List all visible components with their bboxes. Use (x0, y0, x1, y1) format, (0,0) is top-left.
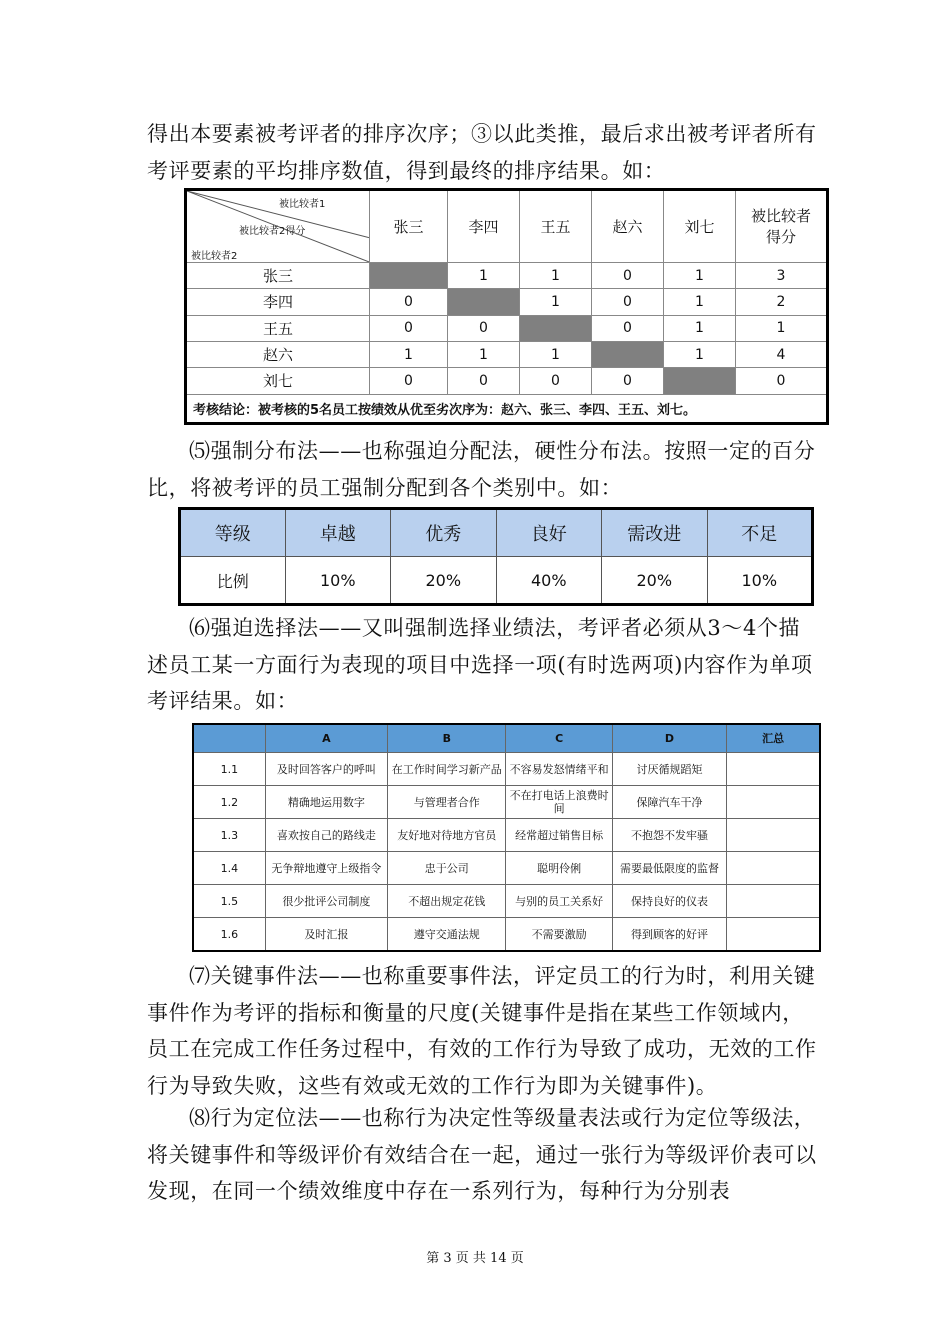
conclusion: 考核结论：被考核的5名员工按绩效从优至劣次序为：赵六、张三、李四、王五、刘七。 (186, 394, 828, 423)
choice-cell: 很少批评公司制度 (265, 885, 387, 918)
ratio-cell: 比例 (180, 557, 286, 605)
choice-header: B (388, 724, 506, 753)
row-name: 王五 (186, 315, 370, 341)
total-score-cell: 4 (736, 341, 828, 367)
col-header: 李四 (448, 190, 520, 263)
table-row (186, 315, 828, 341)
summary-cell (727, 852, 820, 885)
row-name: 赵六 (186, 341, 370, 367)
corner-label-mid: 被比较者2得分 (239, 226, 306, 237)
item-number: 1.3 (193, 819, 265, 852)
total-score-cell: 2 (736, 289, 828, 315)
diagonal-shaded-cell (448, 289, 520, 315)
forced-choice-table (192, 723, 821, 952)
score-cell: 1 (520, 289, 592, 315)
ratio-cell: 40% (496, 557, 602, 605)
ratio-cell: 10% (285, 557, 391, 605)
choice-cell: 保障汽车干净 (612, 786, 726, 819)
diagonal-shaded-cell (370, 262, 448, 288)
paragraph-5: ⑻行为定位法——也称行为决定性等级量表法或行为定位等级法，将关键事件和等级评价有效结合在一起，通过一张行为等级评价表可以发现，在同一个绩效维度中存在一系列行为，每种行为分别表 (147, 1106, 817, 1203)
ratio-cell: 20% (391, 557, 497, 605)
choice-header: C (506, 724, 612, 753)
choice-cell: 遵守交通法规 (388, 918, 506, 952)
score-header: 被比较者得分 (736, 190, 828, 263)
choice-cell: 在工作时间学习新产品 (388, 753, 506, 786)
corner-label-top: 被比较者1 (279, 199, 326, 210)
total-score-cell: 0 (736, 368, 828, 394)
choice-cell: 保持良好的仪表 (612, 885, 726, 918)
row-name: 张三 (186, 262, 370, 288)
table-row (193, 786, 820, 819)
table-row (193, 819, 820, 852)
col-header: 刘七 (664, 190, 736, 263)
choice-cell: 不在打电话上浪费时间 (506, 786, 612, 819)
choice-cell: 经常超过销售目标 (506, 819, 612, 852)
table-row (193, 753, 820, 786)
choice-cell: 忠于公司 (388, 852, 506, 885)
row-name: 刘七 (186, 368, 370, 394)
diagonal-shaded-cell (592, 341, 664, 367)
grade-header: 不足 (707, 509, 813, 557)
diagonal-shaded-cell (664, 368, 736, 394)
ratio-cell: 10% (707, 557, 813, 605)
choice-header: A (265, 724, 387, 753)
choice-cell: 精确地运用数字 (265, 786, 387, 819)
score-cell: 0 (592, 315, 664, 341)
table-row (186, 289, 828, 315)
table-row (193, 852, 820, 885)
score-cell: 1 (664, 341, 736, 367)
item-number: 1.6 (193, 918, 265, 952)
ratio-cell: 20% (602, 557, 708, 605)
item-number: 1.5 (193, 885, 265, 918)
score-cell: 0 (520, 368, 592, 394)
summary-cell (727, 753, 820, 786)
diagonal-shaded-cell (520, 315, 592, 341)
table-row (186, 368, 828, 394)
grade-header: 良好 (496, 509, 602, 557)
paragraph-2: ⑸强制分布法——也称强迫分配法，硬性分布法。按照一定的百分比，将被考评的员工强制分配到各个类别中。如： (147, 439, 816, 500)
total-score-cell: 3 (736, 262, 828, 288)
score-cell: 1 (664, 262, 736, 288)
table-row (193, 918, 820, 952)
paragraph-4: ⑺关键事件法——也称重要事件法，评定员工的行为时，利用关键事件作为考评的指标和衡量的尺度(关键事件是指在某些工作领域内，员工在完成工作任务过程中，有效的工作行为导致了成功，无效的工作行为导致失败，这些有效或无效的工作行为即为关键事件)。 (147, 964, 817, 1098)
paired-comparison-table (184, 188, 829, 425)
score-cell: 1 (664, 315, 736, 341)
score-cell: 0 (592, 368, 664, 394)
choice-cell: 无争辩地遵守上级指令 (265, 852, 387, 885)
col-header: 张三 (370, 190, 448, 263)
score-cell: 0 (448, 368, 520, 394)
grade-header: 需改进 (602, 509, 708, 557)
page-footer: 第 3 页 共 14 页 (426, 1251, 524, 1266)
col-header: 王五 (520, 190, 592, 263)
corner-header (186, 190, 370, 263)
choice-cell: 与别的员工关系好 (506, 885, 612, 918)
item-number: 1.2 (193, 786, 265, 819)
choice-cell: 不抱怨不发牢骚 (612, 819, 726, 852)
choice-cell: 聪明伶俐 (506, 852, 612, 885)
choice-header: 汇总 (727, 724, 820, 753)
score-cell: 1 (370, 341, 448, 367)
score-cell: 1 (664, 289, 736, 315)
summary-cell (727, 918, 820, 952)
score-cell: 0 (370, 368, 448, 394)
col-header: 赵六 (592, 190, 664, 263)
paragraph-3: ⑹强迫选择法——又叫强制选择业绩法，考评者必须从3～4个描述员工某一方面行为表现的项目中选择一项(有时选两项)内容作为单项考评结果。如： (147, 616, 813, 713)
choice-cell: 不需要激励 (506, 918, 612, 952)
grade-header: 优秀 (391, 509, 497, 557)
choice-cell: 需要最低限度的监督 (612, 852, 726, 885)
score-cell: 0 (592, 262, 664, 288)
table-row (193, 885, 820, 918)
table-row (186, 262, 828, 288)
choice-header (193, 724, 265, 753)
choice-cell: 及时回答客户的呼叫 (265, 753, 387, 786)
summary-cell (727, 786, 820, 819)
choice-cell: 及时汇报 (265, 918, 387, 952)
corner-label-bottom: 被比较者2 (191, 251, 238, 262)
score-cell: 1 (448, 341, 520, 367)
score-cell: 0 (592, 289, 664, 315)
summary-cell (727, 819, 820, 852)
score-cell: 0 (448, 315, 520, 341)
grade-header: 卓越 (285, 509, 391, 557)
total-score-cell: 1 (736, 315, 828, 341)
forced-distribution-table (178, 507, 814, 606)
grade-header: 等级 (180, 509, 286, 557)
item-number: 1.4 (193, 852, 265, 885)
choice-cell: 不超出规定花钱 (388, 885, 506, 918)
paragraph-1: 得出本要素被考评者的排序次序；③以此类推，最后求出被考评者所有考评要素的平均排序数值，得到最终的排序结果。如： (147, 122, 817, 183)
summary-cell (727, 885, 820, 918)
score-cell: 1 (520, 341, 592, 367)
score-cell: 0 (370, 315, 448, 341)
choice-cell: 不容易发怒情绪平和 (506, 753, 612, 786)
item-number: 1.1 (193, 753, 265, 786)
row-name: 李四 (186, 289, 370, 315)
table-row (186, 341, 828, 367)
score-cell: 1 (448, 262, 520, 288)
score-cell: 1 (520, 262, 592, 288)
choice-cell: 喜欢按自己的路线走 (265, 819, 387, 852)
score-cell: 0 (370, 289, 448, 315)
choice-cell: 得到顾客的好评 (612, 918, 726, 952)
choice-cell: 友好地对待地方官员 (388, 819, 506, 852)
choice-cell: 与管理者合作 (388, 786, 506, 819)
choice-cell: 讨厌循规蹈矩 (612, 753, 726, 786)
choice-header: D (612, 724, 726, 753)
